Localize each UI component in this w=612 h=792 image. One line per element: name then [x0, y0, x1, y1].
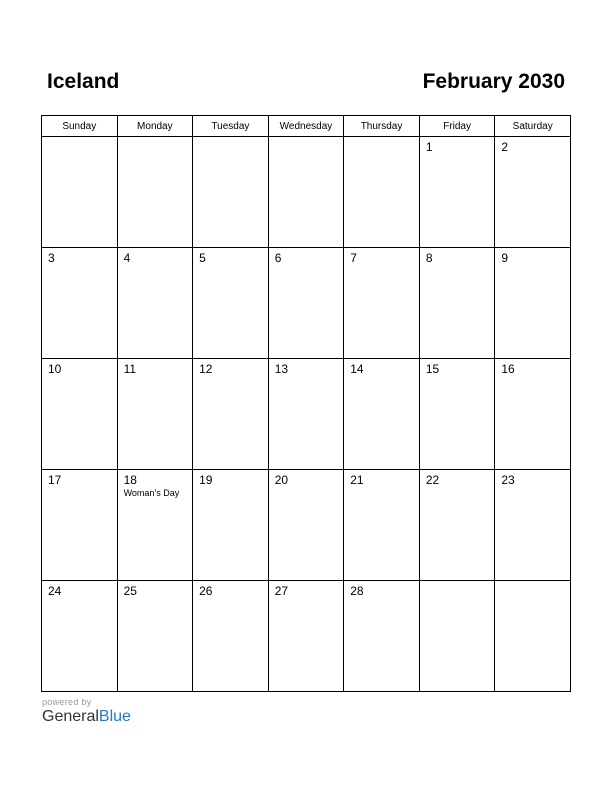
empty-day-cell [344, 137, 420, 248]
day-cell [42, 581, 118, 692]
weekday-tuesday: Tuesday [193, 116, 269, 137]
brand-blue-text: Blue [98, 708, 131, 725]
day-number: 14 [350, 362, 364, 376]
day-number: 20 [274, 473, 289, 487]
day-number: 4 [123, 251, 131, 265]
day-cell [495, 359, 571, 470]
day-cell [268, 359, 344, 470]
empty-day-cell [495, 581, 571, 692]
day-number: 5 [199, 251, 206, 265]
weekday-header-row [42, 116, 571, 137]
day-number: 23 [501, 473, 515, 487]
empty-day-cell [117, 137, 193, 248]
day-cell [42, 248, 118, 359]
day-cell [268, 248, 344, 359]
weekday-sunday: Sunday [42, 116, 118, 137]
week-row [42, 470, 571, 581]
day-number: 2 [501, 140, 509, 154]
day-number: 26 [199, 584, 213, 598]
brand-general-text: General [42, 708, 99, 725]
day-cell [344, 359, 420, 470]
weekday-thursday: Thursday [344, 116, 420, 137]
day-number: 25 [123, 584, 137, 598]
day-number: 9 [501, 251, 509, 265]
day-cell [193, 470, 269, 581]
day-number: 11 [123, 362, 137, 376]
day-number: 16 [501, 362, 515, 376]
weekday-friday: Friday [419, 116, 495, 137]
day-cell [117, 248, 193, 359]
day-cell [117, 581, 193, 692]
day-number: 10 [48, 362, 62, 376]
footer-branding [42, 697, 131, 726]
day-number: 24 [48, 584, 62, 598]
day-cell [495, 470, 571, 581]
day-number: 7 [350, 251, 357, 265]
empty-day-cell [42, 137, 118, 248]
day-number: 27 [274, 584, 289, 598]
country-title: Iceland [47, 70, 120, 93]
day-cell [42, 470, 118, 581]
powered-by-text: powered by [42, 697, 92, 707]
day-number: 6 [274, 251, 282, 265]
generalblue-logo[interactable] [42, 708, 131, 726]
calendar-body [42, 137, 571, 692]
day-cell [495, 137, 571, 248]
day-cell [495, 248, 571, 359]
day-number: 12 [199, 362, 213, 376]
day-cell [419, 248, 495, 359]
week-row [42, 359, 571, 470]
day-number: 1 [425, 140, 433, 154]
day-cell [193, 581, 269, 692]
day-number: 19 [199, 473, 213, 487]
day-cell [419, 359, 495, 470]
weekday-wednesday: Wednesday [268, 116, 344, 137]
day-cell [117, 359, 193, 470]
day-cell [42, 359, 118, 470]
day-cell [268, 470, 344, 581]
day-cell [268, 581, 344, 692]
week-row [42, 581, 571, 692]
month-title: February 2030 [422, 70, 565, 93]
day-number: 8 [425, 251, 433, 265]
day-cell [117, 470, 193, 581]
day-number: 17 [48, 473, 62, 487]
day-cell [193, 248, 269, 359]
weekday-saturday: Saturday [495, 116, 571, 137]
day-number: 18 [123, 473, 137, 487]
day-number: 3 [48, 251, 55, 265]
day-cell [193, 359, 269, 470]
calendar-grid [41, 115, 571, 692]
day-cell [419, 470, 495, 581]
day-cell [419, 137, 495, 248]
holiday-label: Woman’s Day [123, 488, 180, 498]
day-number: 22 [425, 473, 440, 487]
week-row [42, 137, 571, 248]
week-row [42, 248, 571, 359]
day-cell [344, 248, 420, 359]
day-number: 15 [425, 362, 440, 376]
day-number: 13 [274, 362, 289, 376]
empty-day-cell [419, 581, 495, 692]
empty-day-cell [193, 137, 269, 248]
day-number: 28 [350, 584, 364, 598]
weekday-monday: Monday [117, 116, 193, 137]
day-number: 21 [350, 473, 364, 487]
empty-day-cell [268, 137, 344, 248]
day-cell [344, 581, 420, 692]
day-cell [344, 470, 420, 581]
